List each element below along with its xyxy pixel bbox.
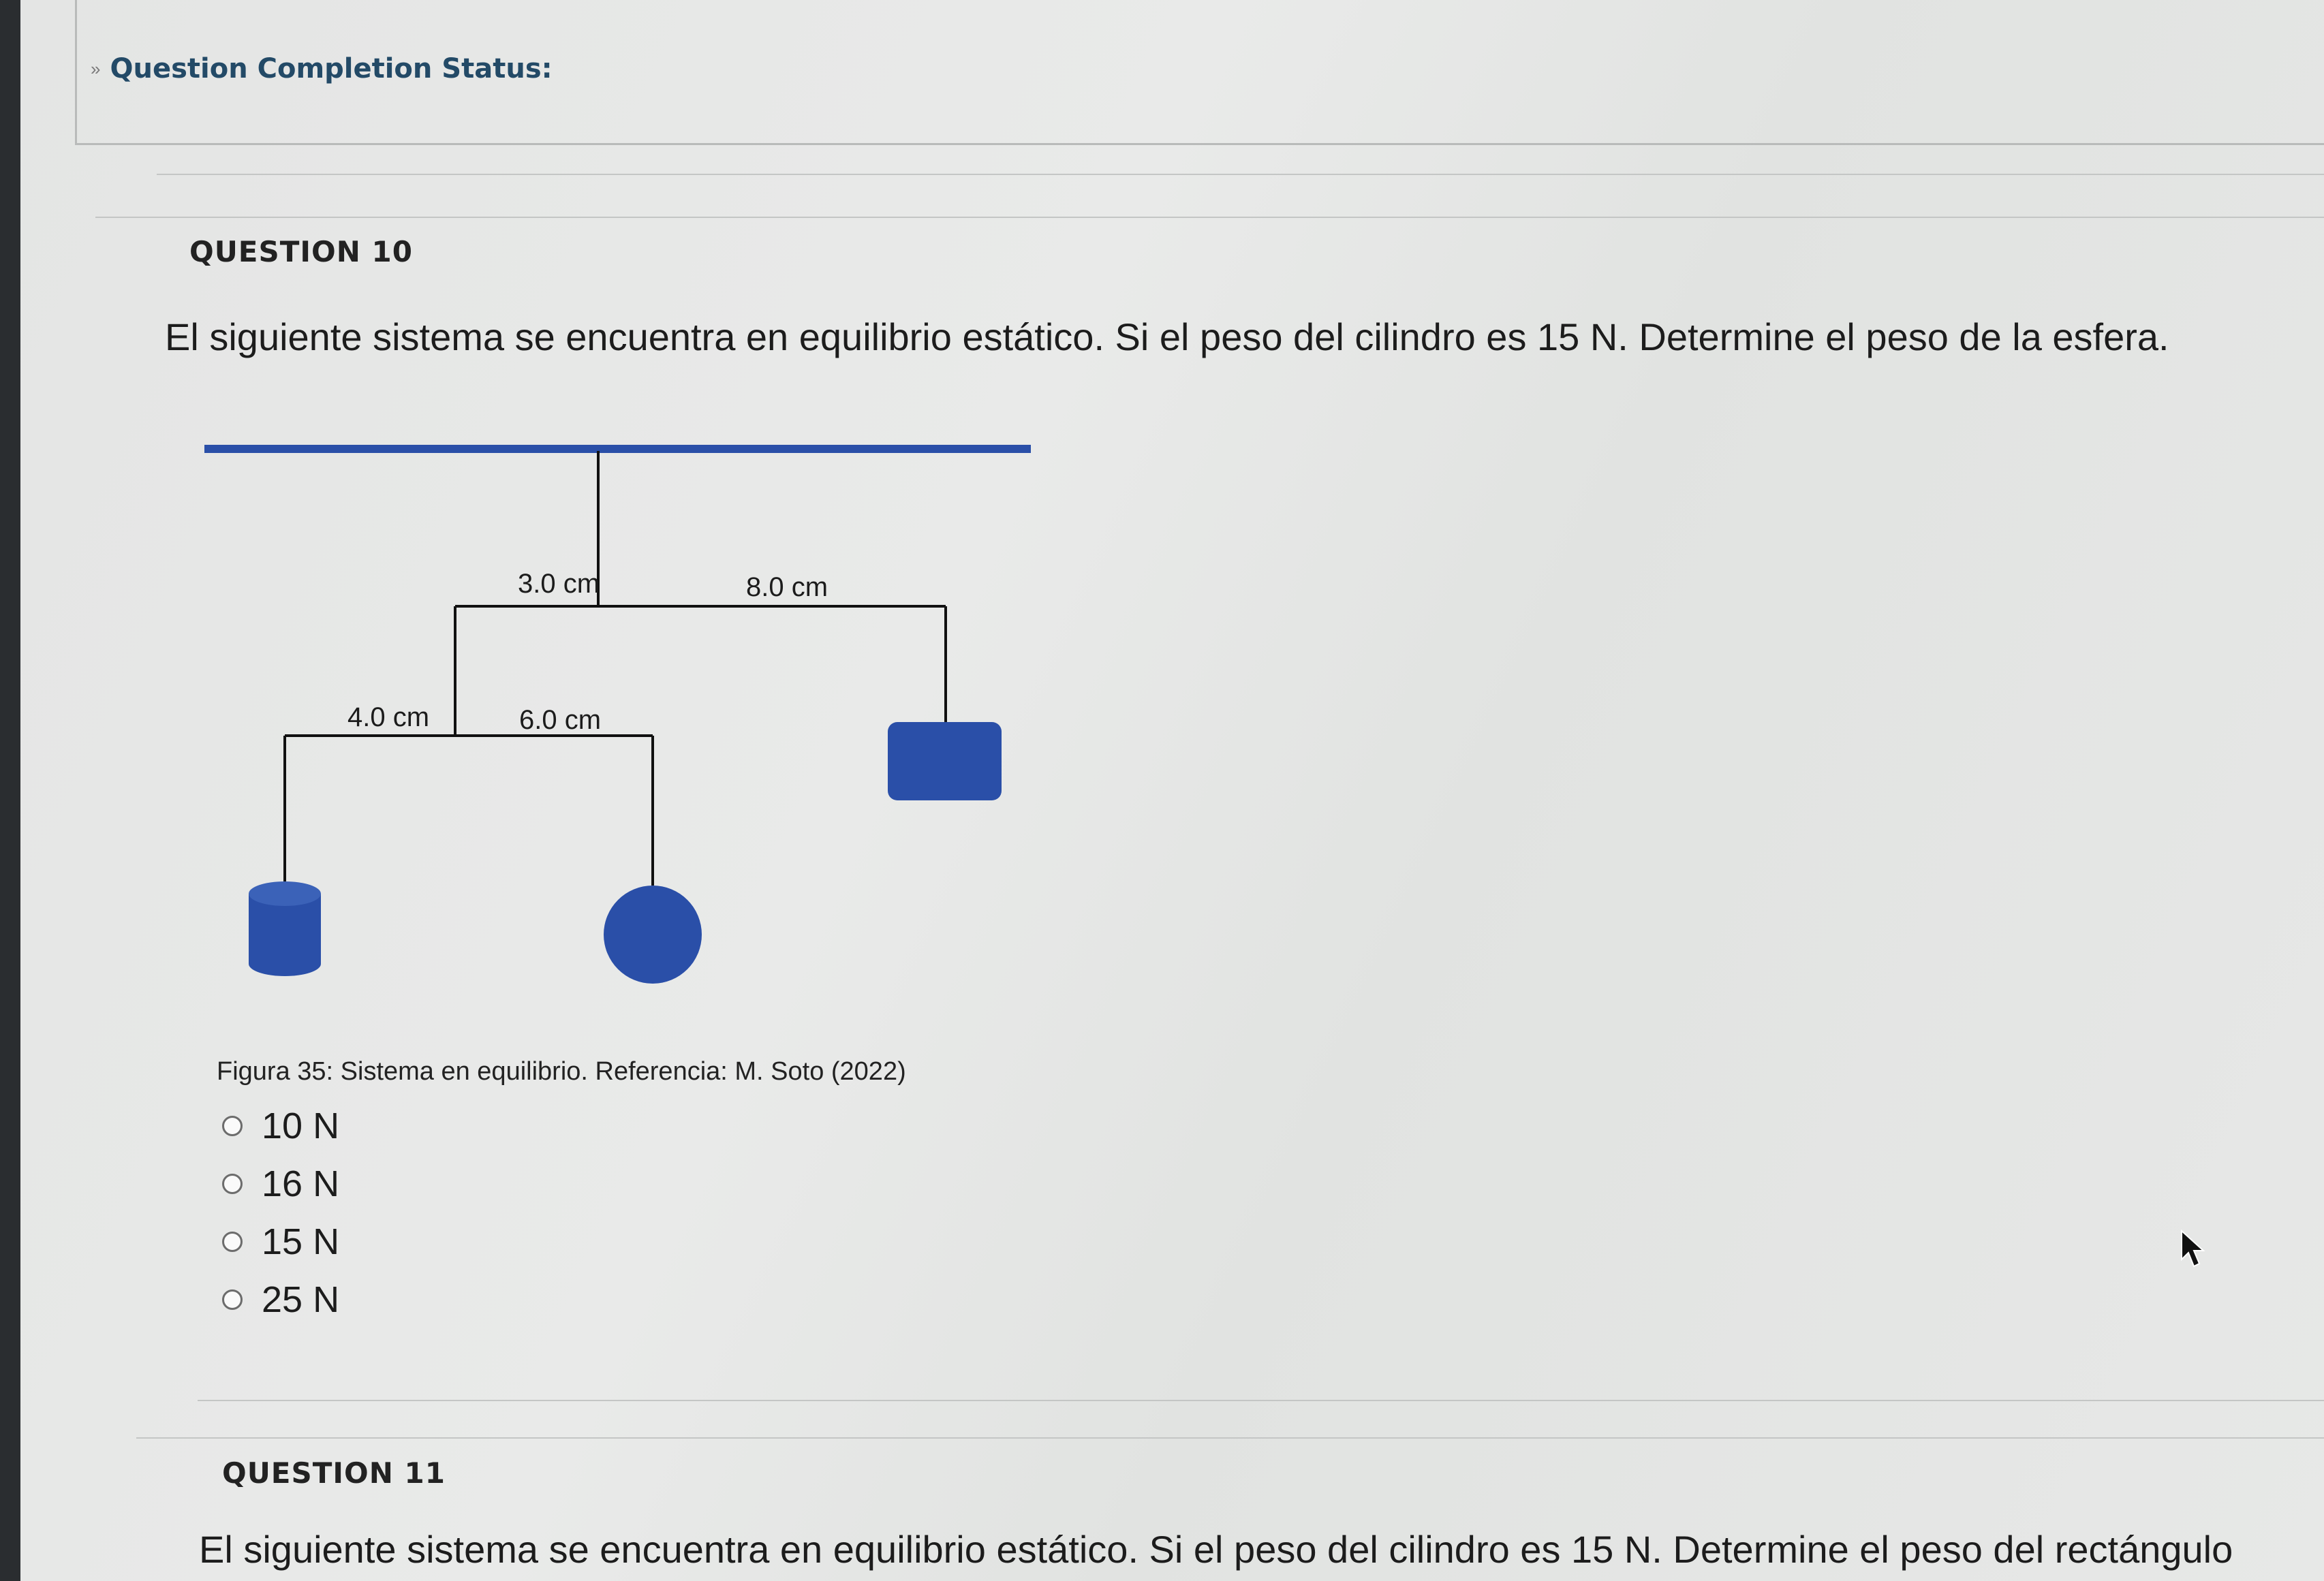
mouse-cursor-icon <box>2180 1230 2207 1270</box>
option-label: 16 N <box>262 1163 340 1204</box>
question-11-heading: QUESTION 11 <box>222 1456 446 1490</box>
radio-button[interactable] <box>222 1116 243 1136</box>
radio-button[interactable] <box>222 1232 243 1252</box>
screen <box>20 0 2324 1581</box>
double-chevron-down-icon[interactable]: » <box>91 58 101 79</box>
question-10-text: El siguiente sistema se encuentra en equilibrio estático. Si el peso del cilindro es 15 N. Determine el peso de la esfera. <box>165 315 2169 358</box>
option-25n[interactable] <box>222 1270 339 1328</box>
sphere <box>604 886 702 984</box>
label-6cm: 6.0 cm <box>518 705 602 735</box>
divider <box>136 1437 2324 1439</box>
cylinder-top <box>249 881 321 906</box>
question-completion-status-panel <box>75 0 2324 145</box>
status-toggle[interactable] <box>91 53 553 84</box>
monitor-bezel <box>0 0 20 1581</box>
radio-button[interactable] <box>222 1174 243 1194</box>
answer-options <box>222 1097 339 1328</box>
ceiling-bar <box>204 445 1031 453</box>
rectangle-block <box>888 722 1002 800</box>
divider <box>95 217 2324 218</box>
label-3cm: 3.0 cm <box>517 569 600 599</box>
option-label: 15 N <box>262 1221 340 1262</box>
status-label: Question Completion Status: <box>110 53 553 84</box>
option-15n[interactable] <box>222 1212 339 1270</box>
option-16n[interactable] <box>222 1155 339 1212</box>
divider <box>157 174 2324 175</box>
radio-button[interactable] <box>222 1289 243 1310</box>
divider <box>198 1400 2324 1401</box>
question-11-text: El siguiente sistema se encuentra en equilibrio estático. Si el peso del cilindro es 15 N. Determine el peso del rectángulo <box>199 1528 2233 1571</box>
option-10n[interactable] <box>222 1097 339 1155</box>
option-label: 25 N <box>262 1279 340 1320</box>
label-8cm: 8.0 cm <box>745 572 828 602</box>
figure-caption: Figura 35: Sistema en equilibrio. Referencia: M. Soto (2022) <box>217 1057 906 1086</box>
option-label: 10 N <box>262 1105 340 1146</box>
label-4cm: 4.0 cm <box>347 702 430 732</box>
cylinder-body <box>249 894 321 976</box>
equilibrium-figure <box>204 409 1063 1022</box>
question-10-heading: QUESTION 10 <box>189 235 413 268</box>
